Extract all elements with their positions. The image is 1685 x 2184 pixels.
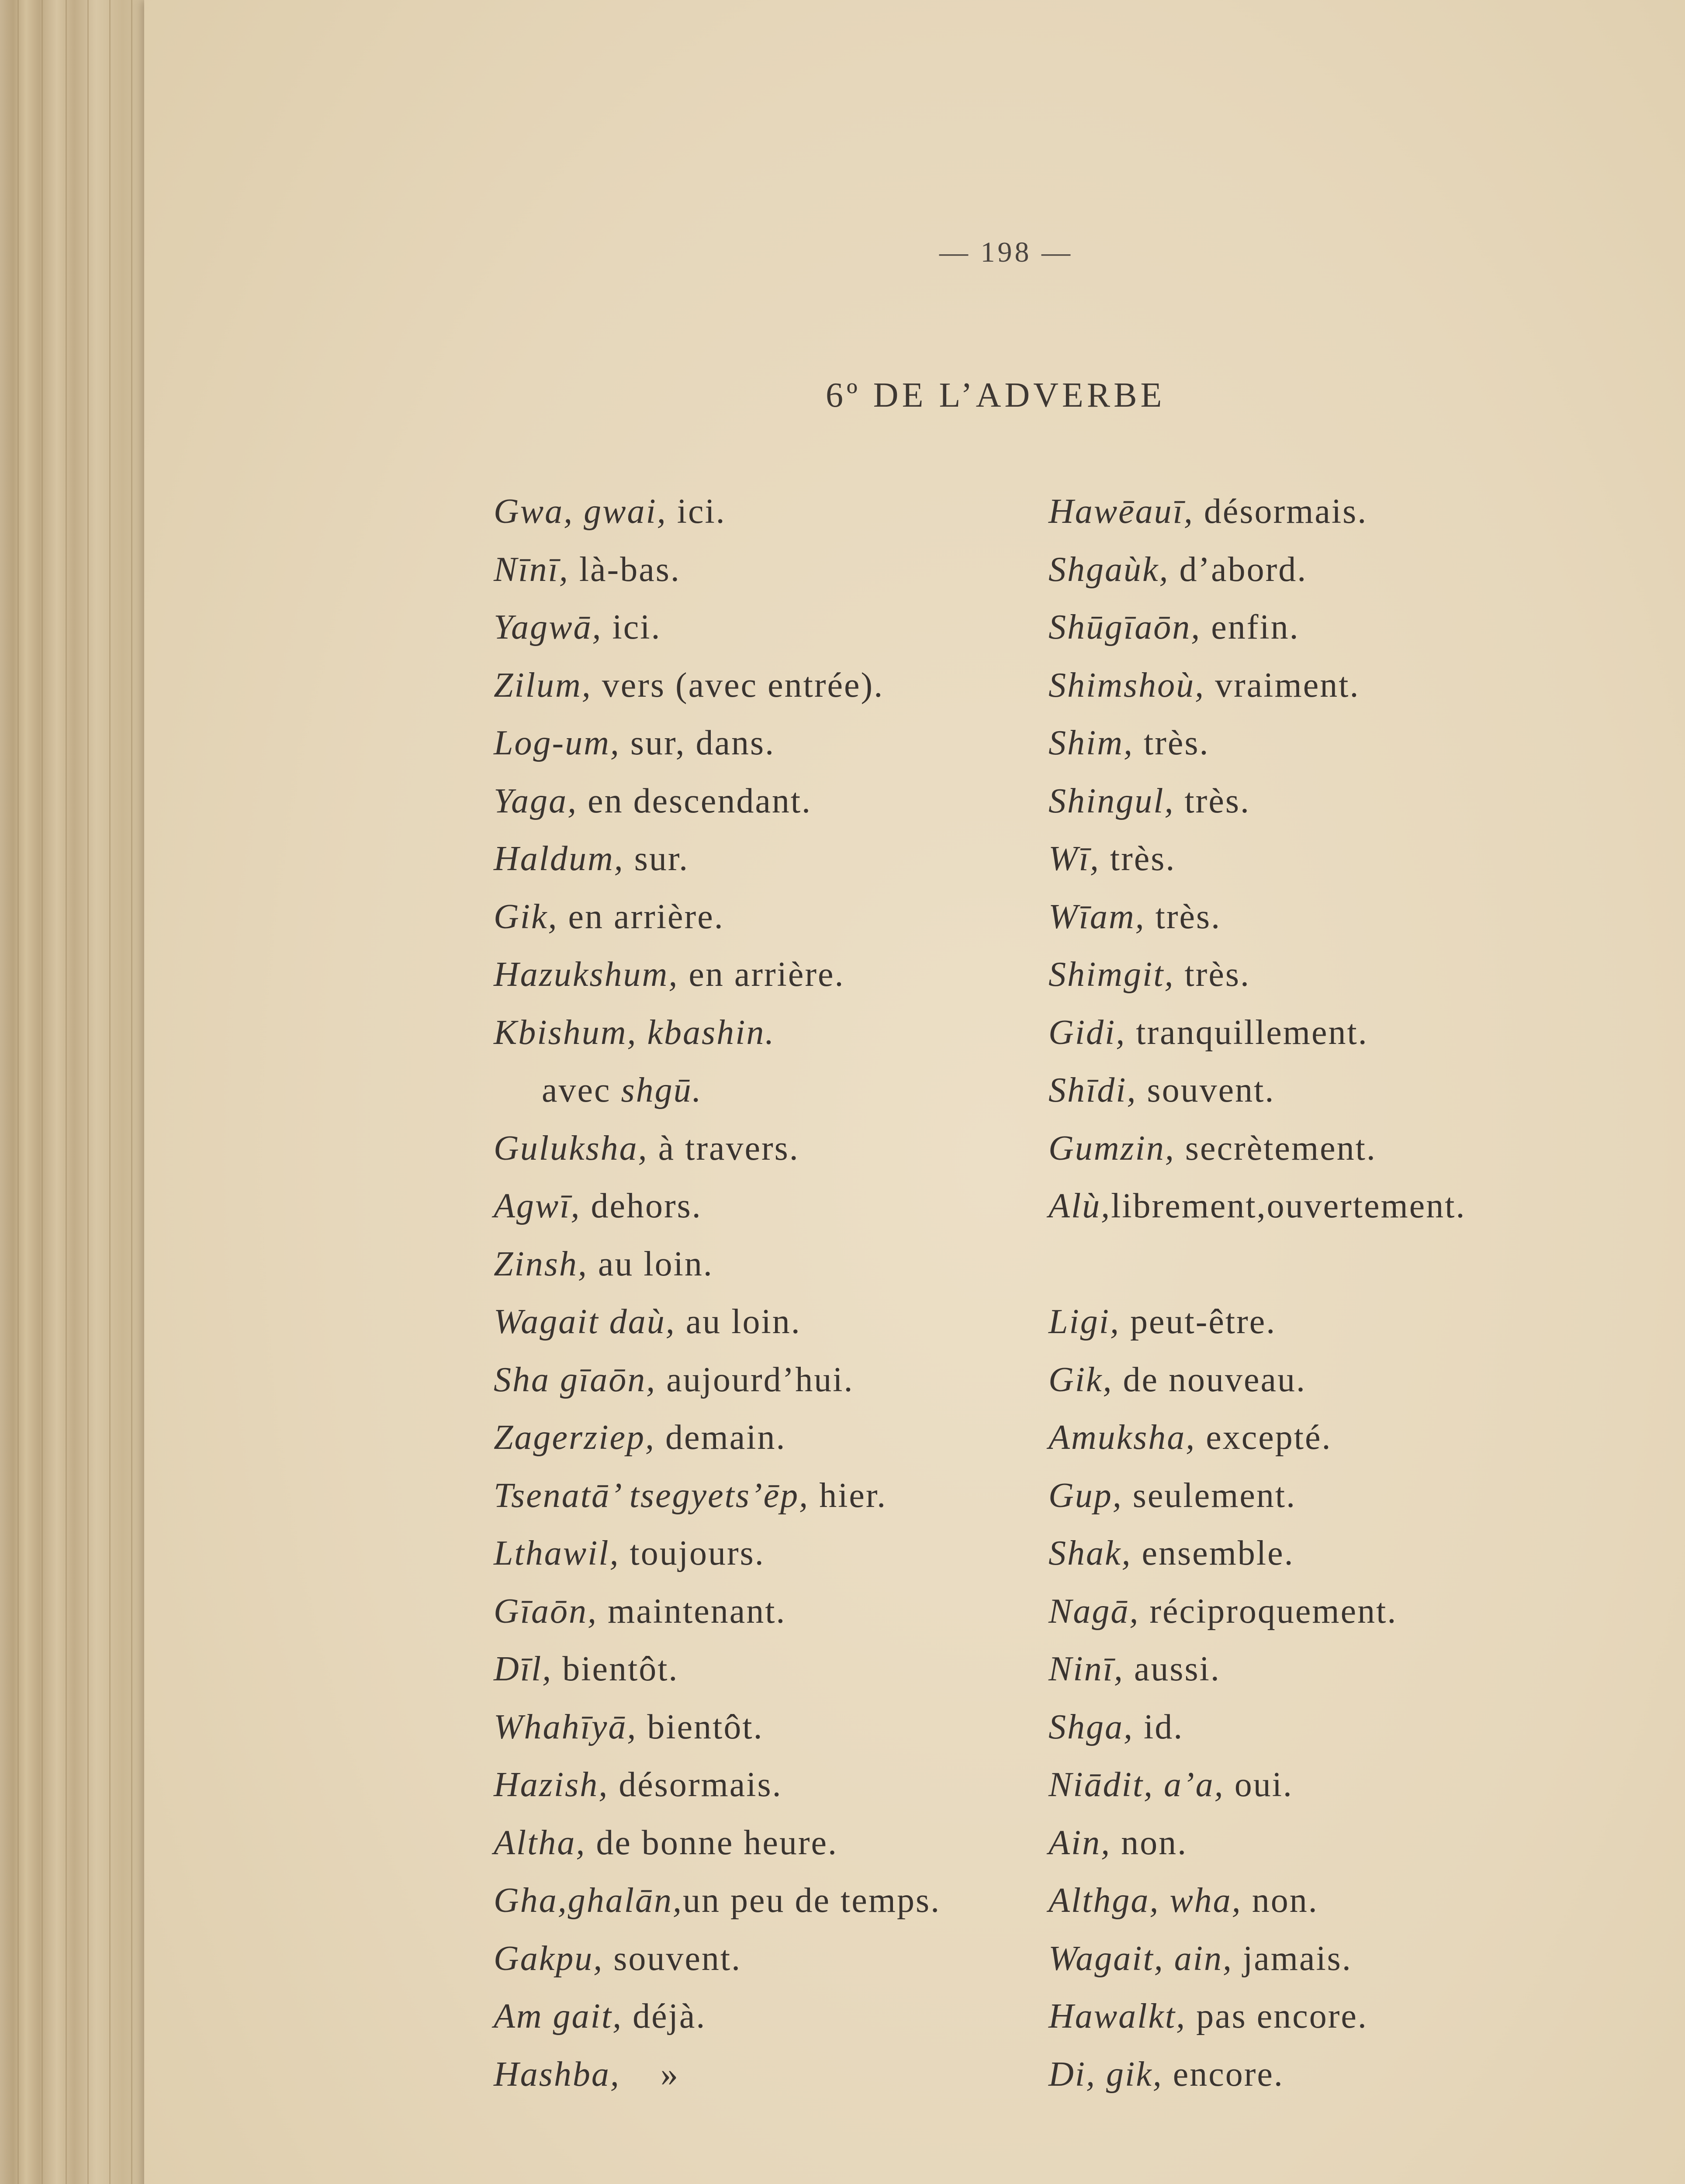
adverb-gloss: très. <box>1174 781 1250 820</box>
adverb-term: Agwī, <box>494 1187 581 1225</box>
adverb-entry <box>1048 1120 1466 1178</box>
adverb-entry <box>494 541 941 599</box>
adverb-gloss: oui. <box>1224 1766 1293 1804</box>
adverb-gloss: bientôt. <box>637 1707 764 1746</box>
adverb-term: Gidi, <box>1048 1013 1126 1052</box>
adverb-entry <box>494 1177 941 1235</box>
adverb-gloss: en descendant. <box>578 781 812 820</box>
adverb-entry <box>1048 1583 1466 1641</box>
adverb-gloss: aussi. <box>1124 1650 1221 1688</box>
adverb-gloss: bientôt. <box>552 1650 679 1688</box>
adverb-gloss: sur, dans. <box>620 724 775 762</box>
adverb-gloss: déjà. <box>623 1997 706 2035</box>
page-edge <box>109 0 111 2184</box>
adverb-gloss: souvent. <box>1137 1071 1275 1109</box>
adverb-gloss: toujours. <box>619 1534 765 1572</box>
adverb-term: Wagait, ain, <box>1048 1939 1233 1978</box>
adverb-term: Shīdi, <box>1048 1071 1137 1109</box>
adverb-gloss: de nouveau. <box>1113 1360 1307 1399</box>
adverb-term: Ninī, <box>1048 1650 1124 1688</box>
adverb-entry <box>494 830 941 888</box>
adverb-term: Gīaōn, <box>494 1592 598 1631</box>
adverb-term: Shingul, <box>1048 781 1175 820</box>
adverb-term: Lthawil, <box>494 1534 620 1572</box>
adverb-term: Hazukshum, <box>494 955 679 994</box>
adverb-term: Shimgit, <box>1048 955 1175 994</box>
adverb-term: Gik, <box>1048 1360 1113 1399</box>
adverb-term: Whahīyā, <box>494 1707 637 1746</box>
adverb-term: Shim, <box>1048 724 1134 762</box>
adverb-gloss: librement,ouvertement. <box>1111 1187 1466 1225</box>
adverb-term: Ligi, <box>1048 1303 1120 1341</box>
adverb-term: Kbishum, kbashin. <box>494 1013 775 1052</box>
adverb-entry <box>494 1698 941 1756</box>
adverb-gloss: là-bas. <box>569 550 681 589</box>
adverb-entry <box>1048 1756 1466 1814</box>
adverb-gloss: très. <box>1100 840 1176 878</box>
adverb-gloss: de bonne heure. <box>586 1823 838 1862</box>
adverb-entry <box>1048 1351 1466 1409</box>
adverb-entry <box>494 1409 941 1467</box>
adverb-term: Zagerziep, <box>494 1418 655 1457</box>
adverb-entry <box>494 888 941 946</box>
adverb-term: shgū. <box>621 1071 702 1109</box>
adverb-entry <box>494 1061 941 1120</box>
adverb-entry <box>1048 1409 1466 1467</box>
adverb-entry <box>1048 541 1466 599</box>
adverb-entry <box>1048 483 1466 541</box>
adverb-entry <box>1048 830 1466 888</box>
adverb-entry <box>494 1930 941 1988</box>
adverb-term: Gha,ghalān, <box>494 1881 683 1920</box>
adverb-term: Yaga, <box>494 781 578 820</box>
adverb-entry <box>494 598 941 657</box>
adverb-entry <box>494 1351 941 1409</box>
adverb-gloss: » <box>620 2055 679 2094</box>
adverb-gloss: avec <box>542 1071 621 1109</box>
adverb-term: Am gait, <box>494 1997 623 2035</box>
adverb-entry <box>494 657 941 715</box>
adverb-gloss: ici. <box>602 608 661 646</box>
adverb-term: Hashba, <box>494 2055 620 2094</box>
adverb-gloss: peut-être. <box>1120 1303 1277 1341</box>
left-column <box>494 483 941 2103</box>
adverb-term: Shūgīaōn, <box>1048 608 1201 646</box>
adverb-term: Haldum, <box>494 840 624 878</box>
page-edge <box>42 0 43 2184</box>
adverb-term: Shga, <box>1048 1707 1134 1746</box>
page-edge <box>131 0 132 2184</box>
adverb-gloss: en arrière. <box>558 897 724 936</box>
adverb-entry <box>1048 888 1466 946</box>
adverb-term: Yagwā, <box>494 608 602 646</box>
adverb-gloss: seulement. <box>1122 1476 1297 1515</box>
adverb-entry <box>494 1814 941 1872</box>
adverb-entry <box>1048 1930 1466 1988</box>
adverb-term: Sha gīaōn, <box>494 1360 657 1399</box>
adverb-entry <box>494 1756 941 1814</box>
adverb-gloss: d’abord. <box>1169 550 1308 589</box>
adverb-gloss: très. <box>1174 955 1250 994</box>
adverb-term: Gakpu, <box>494 1939 604 1978</box>
adverb-term: Wagait daù, <box>494 1303 676 1341</box>
adverb-entry <box>1048 1177 1466 1235</box>
adverb-term: Alù, <box>1048 1187 1111 1225</box>
adverb-entry <box>494 1524 941 1583</box>
adverb-entry <box>1048 1814 1466 1872</box>
adverb-entry <box>1048 2046 1466 2104</box>
adverb-gloss: aujourd’hui. <box>656 1360 854 1399</box>
adverb-gloss: secrètement. <box>1175 1129 1377 1168</box>
adverb-entry <box>1048 1524 1466 1583</box>
adverb-term: Di, gik, <box>1048 2055 1163 2094</box>
adverb-entry <box>494 1872 941 1930</box>
adverb-term: Gik, <box>494 897 558 936</box>
adverb-gloss: pas encore. <box>1186 1997 1368 2035</box>
adverb-entry <box>494 772 941 830</box>
adverb-gloss: excepté. <box>1196 1418 1332 1457</box>
adverb-gloss: souvent. <box>603 1939 742 1978</box>
adverb-term: Wī, <box>1048 840 1100 878</box>
adverb-term: Log-um, <box>494 724 620 762</box>
adverb-gloss: maintenant. <box>598 1592 786 1631</box>
adverb-gloss: vers (avec entrée). <box>592 666 884 705</box>
adverb-gloss: non. <box>1111 1823 1188 1862</box>
adverb-term: Hawalkt, <box>1048 1997 1187 2035</box>
adverb-gloss: enfin. <box>1201 608 1300 646</box>
adverb-term: Gwa, gwai, <box>494 492 667 531</box>
adverb-gloss: désormais. <box>1194 492 1368 531</box>
adverb-entry <box>1048 714 1466 772</box>
adverb-entry <box>494 1467 941 1525</box>
adverb-gloss: hier. <box>809 1476 887 1515</box>
adverb-term: Wīam, <box>1048 897 1145 936</box>
adverb-gloss: au loin. <box>675 1303 801 1341</box>
adverb-term: Amuksha, <box>1048 1418 1196 1457</box>
adverb-entry <box>1048 1061 1466 1120</box>
page-edge <box>87 0 89 2184</box>
adverb-entry <box>1048 1004 1466 1062</box>
adverb-term: Hawēauī, <box>1048 492 1194 531</box>
adverb-gloss: réciproquement. <box>1139 1592 1398 1631</box>
adverb-gloss: en arrière. <box>678 955 845 994</box>
adverb-entry <box>494 1987 941 2046</box>
adverb-term: Guluksha, <box>494 1129 648 1168</box>
page-edge <box>66 0 67 2184</box>
adverb-term: Shgaùk, <box>1048 550 1169 589</box>
adverb-term: Shimshoù, <box>1048 666 1205 705</box>
adverb-gloss: ensemble. <box>1131 1534 1294 1572</box>
adverb-gloss: encore. <box>1163 2055 1284 2094</box>
adverb-entry <box>1048 1467 1466 1525</box>
adverb-entry <box>1048 1698 1466 1756</box>
adverb-gloss: id. <box>1134 1707 1184 1746</box>
adverb-gloss: sur. <box>624 840 689 878</box>
adverb-gloss: non. <box>1242 1881 1318 1920</box>
adverb-term: Shak, <box>1048 1534 1132 1572</box>
adverb-entry <box>494 483 941 541</box>
adverb-entry <box>494 1004 941 1062</box>
adverb-entry <box>494 714 941 772</box>
adverb-entry <box>494 1293 941 1351</box>
adverb-term: Zilum, <box>494 666 592 705</box>
adverb-term: Altha, <box>494 1823 586 1862</box>
adverb-gloss: à travers. <box>648 1129 799 1168</box>
section-title: 6º DE L’ADVERBE <box>826 376 1166 415</box>
adverb-term: Tsenatā’ tsegyets’ēp, <box>494 1476 810 1515</box>
adverb-entry <box>494 1235 941 1293</box>
adverb-gloss: jamais. <box>1232 1939 1352 1978</box>
adverb-entry <box>494 2046 941 2104</box>
adverb-gloss: très. <box>1145 897 1221 936</box>
adverb-term: Dīl, <box>494 1650 553 1688</box>
adverb-entry <box>1048 1872 1466 1930</box>
page-edge <box>17 0 19 2184</box>
adverb-term: Nīnī, <box>494 550 569 589</box>
adverb-entry <box>1048 772 1466 830</box>
adverb-gloss: au loin. <box>588 1244 713 1283</box>
adverb-term: Ain, <box>1048 1823 1111 1862</box>
adverb-entry <box>1048 946 1466 1004</box>
adverb-gloss: ici. <box>667 492 726 531</box>
adverb-term: Althga, wha, <box>1048 1881 1242 1920</box>
adverb-gloss: un peu de temps. <box>683 1881 941 1920</box>
adverb-term: Niādit, a’a, <box>1048 1766 1225 1804</box>
adverb-entry <box>1048 1293 1466 1351</box>
adverb-entry <box>494 1583 941 1641</box>
adverb-gloss: désormais. <box>609 1766 782 1804</box>
adverb-gloss: demain. <box>655 1418 786 1457</box>
adverb-gloss: vraiment. <box>1205 666 1360 705</box>
adverb-entry <box>1048 1235 1466 1293</box>
adverb-gloss: dehors. <box>581 1187 702 1225</box>
adverb-gloss: tranquillement. <box>1126 1013 1368 1052</box>
right-column <box>1048 483 1466 2103</box>
adverb-entry <box>1048 598 1466 657</box>
adverb-gloss: très. <box>1134 724 1210 762</box>
adverb-entry <box>1048 657 1466 715</box>
adverb-term: Zinsh, <box>494 1244 588 1283</box>
adverb-term: Nagā, <box>1048 1592 1140 1631</box>
adverb-term: Hazish, <box>494 1766 609 1804</box>
adverb-entry <box>1048 1640 1466 1698</box>
adverb-term: Gup, <box>1048 1476 1123 1515</box>
page-number: — 198 — <box>939 236 1073 268</box>
adverb-entry <box>494 1120 941 1178</box>
adverb-entry <box>494 946 941 1004</box>
adverb-entry <box>1048 1987 1466 2046</box>
adverb-entry <box>494 1640 941 1698</box>
adverb-term: Gumzin, <box>1048 1129 1175 1168</box>
